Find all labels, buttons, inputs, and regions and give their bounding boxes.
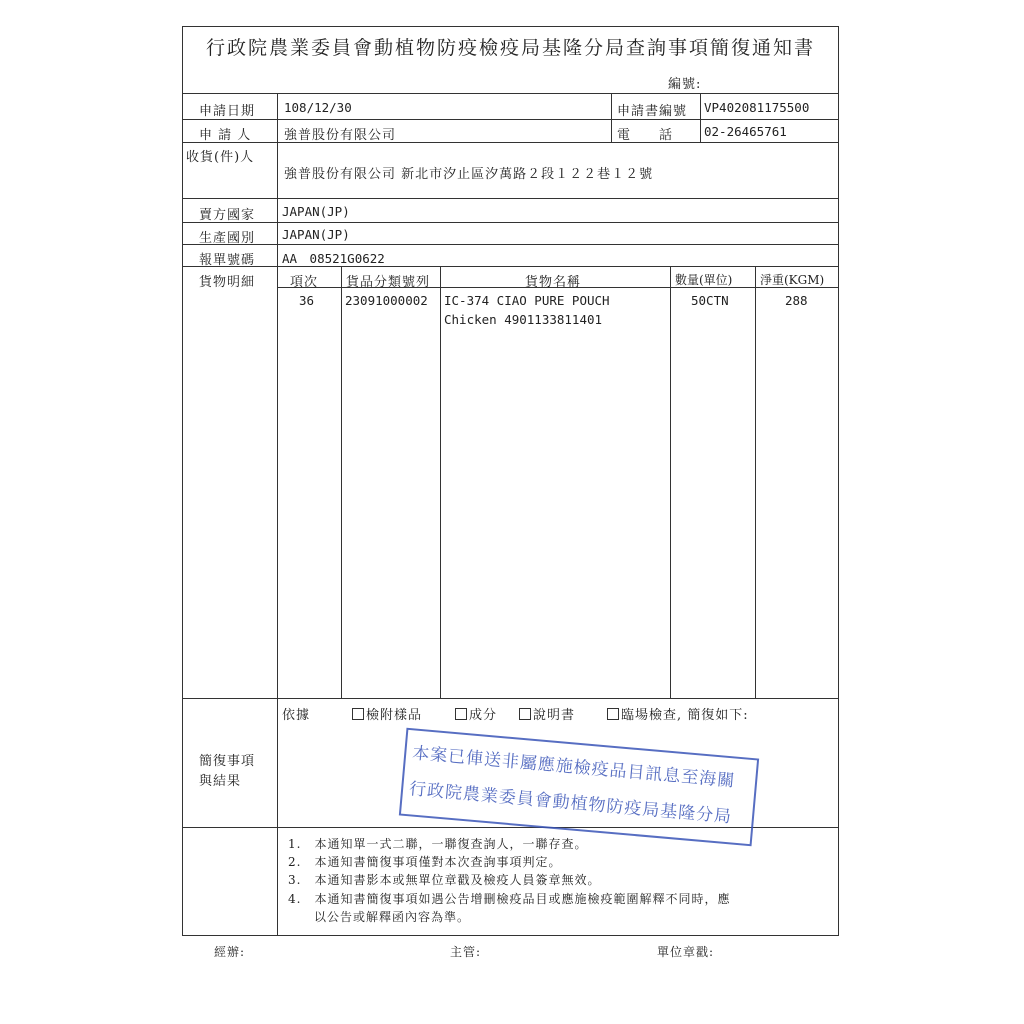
frame-left bbox=[182, 26, 183, 936]
note-3: 3. 本通知書影本或無單位章戳及檢疫人員簽章無效。 bbox=[288, 873, 601, 887]
rule bbox=[700, 93, 701, 142]
consignee-value: 強普股份有限公司 新北市汐止區汐萬路２段１２２巷１２號 bbox=[284, 167, 654, 182]
label-origin-country: 生產國別 bbox=[199, 231, 256, 246]
rule bbox=[182, 142, 839, 143]
rule bbox=[755, 266, 756, 699]
application-no-value: VP402081175500 bbox=[704, 100, 810, 115]
note-4: 4. 本通知書簡復事項如遇公告增刪檢疫品目或應施檢疫範圍解釋不同時，應 bbox=[288, 892, 731, 906]
basis-option-ingredients: 成分 bbox=[455, 704, 497, 723]
label-application-no: 申請書編號 bbox=[617, 104, 688, 119]
document-title: 行政院農業委員會動植物防疫檢疫局基隆分局查詢事項簡復通知書 bbox=[205, 37, 815, 59]
rule bbox=[182, 119, 839, 120]
basis-option-manual: 說明書 bbox=[519, 704, 575, 723]
rule bbox=[670, 266, 671, 699]
basis-option-sample: 檢附樣品 bbox=[352, 704, 422, 723]
label-reply-result-2: 與結果 bbox=[199, 774, 242, 789]
rule bbox=[182, 93, 839, 94]
label-column-rule bbox=[277, 93, 278, 936]
label-reply-result-1: 簡復事項 bbox=[199, 754, 256, 769]
phone-value: 02-26465761 bbox=[704, 124, 787, 139]
footer-supervisor: 主管: bbox=[450, 945, 482, 959]
row-item: 36 bbox=[299, 293, 315, 308]
row-code: 23091000002 bbox=[345, 293, 428, 308]
rule bbox=[611, 93, 612, 142]
basis-label: 依據 bbox=[282, 708, 311, 723]
note-4-cont: 以公告或解釋函內容為準。 bbox=[288, 910, 471, 924]
note-1: 1. 本通知單一式二聯，一聯復查詢人，一聯存查。 bbox=[288, 837, 588, 851]
row-weight: 288 bbox=[785, 293, 808, 308]
frame-right bbox=[838, 26, 839, 936]
label-phone: 電 話 bbox=[617, 128, 674, 143]
stamp-line-2: 行政院農業委員會動植物防疫局基隆分局 bbox=[408, 779, 733, 828]
label-goods-detail: 貨物明細 bbox=[199, 275, 256, 290]
label-consignee: 收貨(件)人 bbox=[186, 150, 255, 165]
rule bbox=[182, 198, 839, 199]
apply-date-value: 108/12/30 bbox=[284, 100, 352, 115]
row-qty: 50CTN bbox=[691, 293, 729, 308]
header-weight: 淨重(KGM) bbox=[760, 273, 825, 287]
seller-country-value: JAPAN(JP) bbox=[282, 204, 350, 219]
frame-top bbox=[182, 26, 839, 27]
checkbox-icon bbox=[607, 708, 619, 720]
declaration-no-value: AA 08521G0622 bbox=[282, 251, 385, 266]
serial-label: 編號: bbox=[668, 77, 702, 92]
footer-unit-stamp: 單位章戳: bbox=[657, 945, 715, 959]
rule bbox=[341, 266, 342, 699]
rule bbox=[182, 222, 839, 223]
checkbox-icon bbox=[455, 708, 467, 720]
note-2: 2. 本通知書簡復事項僅對本次查詢事項判定。 bbox=[288, 855, 562, 869]
header-name: 貨物名稱 bbox=[525, 275, 582, 290]
checkbox-icon bbox=[352, 708, 364, 720]
label-seller-country: 賣方國家 bbox=[199, 208, 256, 223]
label-declaration-no: 報單號碼 bbox=[199, 253, 256, 268]
rule bbox=[182, 266, 839, 267]
official-stamp bbox=[399, 728, 759, 847]
label-apply-date: 申請日期 bbox=[199, 104, 256, 119]
frame-bottom bbox=[182, 935, 839, 936]
rule bbox=[182, 244, 839, 245]
label-applicant: 申 請 人 bbox=[199, 128, 252, 143]
header-qty: 數量(單位) bbox=[675, 273, 733, 287]
row-name-line1: IC-374 CIAO PURE POUCH bbox=[444, 293, 610, 308]
header-item: 項次 bbox=[290, 275, 319, 290]
header-code: 貨品分類號列 bbox=[346, 275, 431, 290]
checkbox-icon bbox=[519, 708, 531, 720]
origin-country-value: JAPAN(JP) bbox=[282, 227, 350, 242]
stamp-line-1: 本案已俥送非屬應施檢疫品目訊息至海關 bbox=[411, 743, 736, 792]
basis-option-inspection: 臨場檢查, 簡復如下: bbox=[607, 704, 749, 723]
rule bbox=[182, 698, 839, 699]
row-name-line2: Chicken 4901133811401 bbox=[444, 312, 603, 327]
rule bbox=[440, 266, 441, 699]
applicant-value: 強普股份有限公司 bbox=[284, 128, 397, 143]
footer-handler: 經辦: bbox=[214, 945, 246, 959]
